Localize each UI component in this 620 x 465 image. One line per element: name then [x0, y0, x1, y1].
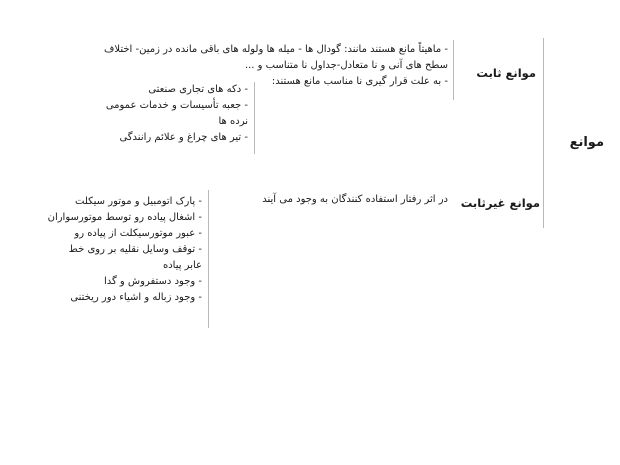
list-item: - وجود زباله و اشیاء دور ریختنی: [70, 292, 202, 303]
root-bracket: [543, 38, 544, 228]
list-item: - عبور موتورسیکلت از پیاده رو: [74, 228, 202, 239]
fixed-title: موانع ثابت: [476, 66, 536, 80]
list-item: - تیر های چراغ و علائم رانندگی: [119, 132, 248, 143]
variable-list: [47, 194, 202, 306]
fixed-desc-line: سطح های آنی و نا متعادل-جداول نا متناسب و ...: [244, 60, 448, 71]
list-item: - پارک اتومبیل و موتور سیکلت: [75, 196, 202, 207]
root-label: موانع: [569, 135, 604, 150]
variable-title: موانع غیرثابت: [460, 196, 540, 210]
fixed-sub-bracket: [254, 82, 255, 154]
list-item: - وجود دستفروش و گدا: [103, 276, 202, 287]
variable-desc: در اثر رفتار استفاده کنندگان به وجود می آیند: [262, 194, 448, 205]
fixed-desc-line: - ماهیتاً مانع هستند مانند: گودال ها - میله ها ولوله های باقی مانده در زمین- اختلاف: [104, 44, 448, 55]
fixed-desc-line: - به علت قرار گیری نا مناسب مانع هستند:: [271, 76, 448, 87]
variable-sub-bracket: [208, 190, 209, 328]
list-item: - توقف وسایل نقلیه بر روی خط عابر پیاده: [68, 244, 202, 271]
list-item: - اشغال پیاده رو توسط موتورسواران: [47, 212, 202, 223]
list-item: - جعبه تأسیسات و خدمات عمومی: [105, 100, 248, 111]
fixed-list: [48, 82, 248, 146]
fixed-bracket: [453, 40, 454, 100]
list-item: - دکه های تجاری صنعتی: [148, 84, 248, 95]
list-item: نرده ها: [218, 116, 248, 127]
